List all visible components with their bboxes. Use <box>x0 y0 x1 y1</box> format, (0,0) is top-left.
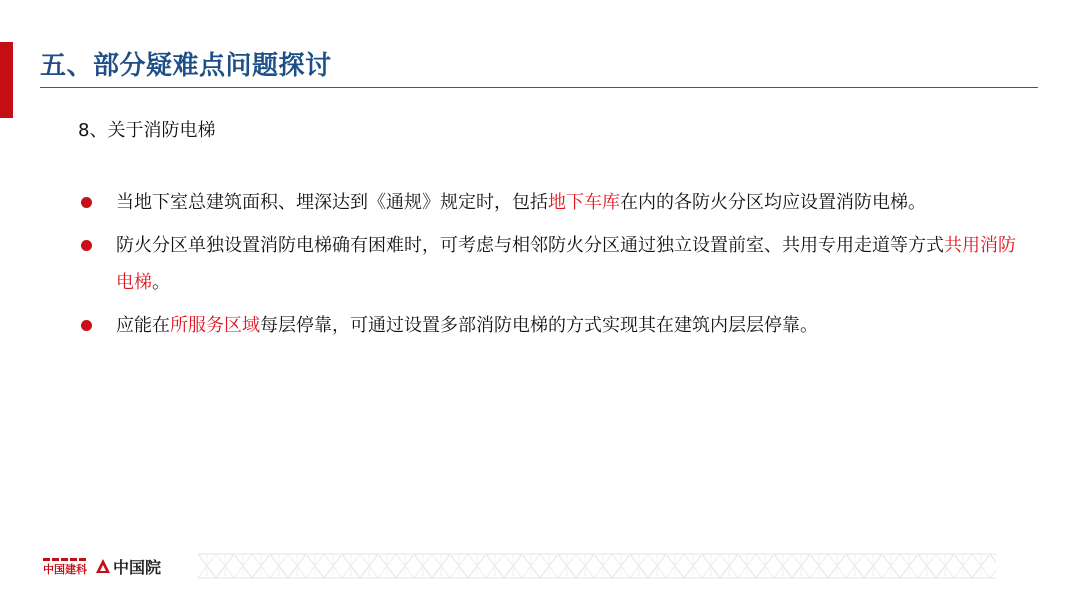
bullet-text-part: 应能在 <box>116 315 170 336</box>
logo-brand-text: 中国院 <box>113 557 162 577</box>
bullet-text-part: 防火分区单独设置消防电梯确有困难时，可考虑与相邻防火分区通过独立设置前室、共用专用走道等方式 <box>116 235 944 256</box>
bullet-text-part: 当地下室总建筑面积、埋深达到《通规》规定时，包括 <box>116 192 548 213</box>
logo-triangle-icon <box>95 558 111 574</box>
bullet-dot-icon <box>81 320 92 331</box>
footer-decorative-pattern <box>198 552 996 580</box>
accent-bar <box>0 42 13 118</box>
logo-brand <box>95 555 161 578</box>
logo-cscec-text: 中国建科 <box>43 558 87 575</box>
bullet-text-part: 在内的各防火分区均应设置消防电梯。 <box>620 192 926 213</box>
bullet-highlight: 所服务区域 <box>170 315 260 336</box>
bullet-item <box>78 307 1018 344</box>
footer-logo <box>43 555 161 577</box>
bullet-text <box>116 192 926 213</box>
bullet-dot-icon <box>81 197 92 208</box>
bullet-list <box>78 184 1018 350</box>
bullet-item <box>78 184 1018 221</box>
bullet-text-part: 。 <box>152 272 170 293</box>
bullet-dot-icon <box>81 240 92 251</box>
slide-title: 五、部分疑难点问题探讨 <box>40 51 332 81</box>
section-subheading: 8、关于消防电梯 <box>78 120 216 141</box>
bullet-item <box>78 227 1018 301</box>
bullet-highlight: 共用消防电梯 <box>116 235 1016 293</box>
bullet-highlight: 地下车库 <box>548 192 620 213</box>
title-underline <box>40 87 1038 88</box>
bullet-text <box>116 315 818 336</box>
bullet-text-part: 每层停靠，可通过设置多部消防电梯的方式实现其在建筑内层层停靠。 <box>260 315 818 336</box>
bullet-text <box>116 235 1016 293</box>
